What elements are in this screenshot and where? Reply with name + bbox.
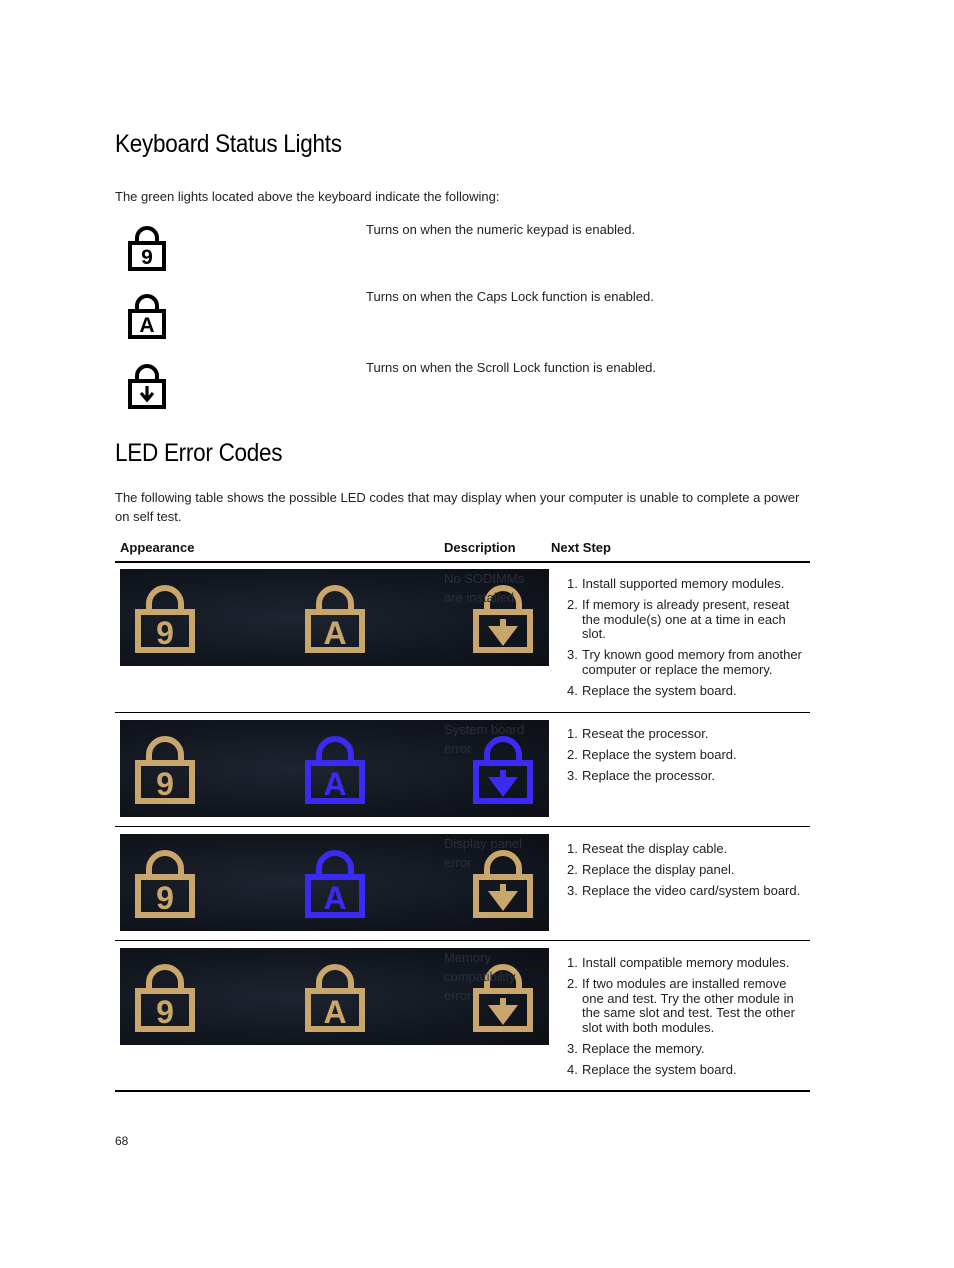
description-line: error xyxy=(444,988,472,1003)
description-line: are installed xyxy=(444,590,515,605)
next-step-text: Reseat the display cable. xyxy=(582,841,728,856)
next-step-item: 2. If two modules are installed remove one and test. Try the other module in the same slot and test. Test the other slot with both modules. xyxy=(567,976,795,1035)
caps-lock-led-icon xyxy=(302,962,368,1034)
next-step-text: Install compatible memory modules. xyxy=(582,955,790,970)
next-step-item: 2. Replace the display panel. xyxy=(567,862,735,877)
description-line: error xyxy=(444,855,472,870)
description-line: No SODIMMs xyxy=(444,571,525,586)
led-error-description xyxy=(444,720,534,758)
caps-lock-icon xyxy=(126,292,168,340)
led-error-description xyxy=(444,834,534,872)
table-row-rule xyxy=(115,940,810,941)
next-step-text: Replace the system board. xyxy=(582,1061,737,1077)
next-step-item: 2. If memory is already present, reseat the module(s) one at a time in each slot. xyxy=(567,597,790,641)
description-line: error xyxy=(444,741,472,756)
svg-text:9: 9 xyxy=(141,246,153,269)
svg-text:A: A xyxy=(323,994,347,1030)
next-step-text: Replace the display panel. xyxy=(582,862,735,877)
next-step-item: 4. Replace the system board. xyxy=(567,1061,737,1077)
next-step-text: Replace the system board. xyxy=(582,682,737,698)
next-step-text: Replace the video card/system board. xyxy=(582,883,801,898)
status-light-description: Turns on when the Caps Lock function is enabled. xyxy=(366,289,654,304)
led-intro-text xyxy=(115,488,799,526)
next-step-text: Replace the processor. xyxy=(582,768,715,783)
svg-text:9: 9 xyxy=(156,994,174,1030)
next-step-text: Replace the memory. xyxy=(582,1040,705,1056)
caps-lock-led-icon xyxy=(302,583,368,655)
num-lock-led-icon xyxy=(132,848,198,920)
svg-text:A: A xyxy=(323,880,347,916)
column-header-description: Description xyxy=(444,540,516,555)
caps-lock-led-icon xyxy=(302,734,368,806)
section-title-led-error-codes: LED Error Codes xyxy=(115,439,283,467)
svg-text:A: A xyxy=(323,615,347,651)
num-lock-led-icon xyxy=(132,734,198,806)
next-step-text: Try known good memory from another computer or replace the memory. xyxy=(582,647,802,677)
next-steps-list xyxy=(567,842,807,905)
next-step-text: If memory is already present, reseat the module(s) one at a time in each slot. xyxy=(582,597,790,641)
caps-lock-led-icon xyxy=(302,848,368,920)
intro-text: The green lights located above the keyboard indicate the following: xyxy=(115,189,500,204)
next-step-item: 3. Replace the memory. xyxy=(567,1040,705,1056)
next-steps-list xyxy=(567,956,807,1084)
svg-text:9: 9 xyxy=(156,766,174,802)
led-error-description xyxy=(444,948,534,1005)
status-light-description: Turns on when the Scroll Lock function is enabled. xyxy=(366,360,657,375)
column-header-appearance: Appearance xyxy=(120,540,195,555)
column-header-next-step: Next Step xyxy=(551,540,611,555)
num-lock-led-icon xyxy=(132,583,198,655)
next-step-text: Replace the system board. xyxy=(582,747,737,762)
next-step-item: 1. Install compatible memory modules. xyxy=(567,955,790,970)
table-row-rule xyxy=(115,1090,810,1092)
status-light-description: Turns on when the numeric keypad is enabled. xyxy=(366,222,636,237)
svg-text:9: 9 xyxy=(156,615,174,651)
led-intro-line: on self test. xyxy=(115,509,182,524)
svg-text:A: A xyxy=(323,766,347,802)
description-line: Display panel xyxy=(444,836,523,851)
table-row-rule xyxy=(115,826,810,827)
description-line: System board xyxy=(444,722,525,737)
table-header-rule xyxy=(115,561,810,563)
page-title-keyboard-status-lights: Keyboard Status Lights xyxy=(115,130,342,158)
next-steps-list xyxy=(567,727,807,790)
svg-text:9: 9 xyxy=(156,880,174,916)
next-step-item: 3. Replace the processor. xyxy=(567,768,715,783)
next-step-item: 3. Replace the video card/system board. xyxy=(567,883,801,898)
next-step-item: 1. Install supported memory modules. xyxy=(567,576,785,591)
num-lock-icon xyxy=(126,224,168,272)
scroll-lock-icon xyxy=(126,362,168,410)
next-step-text: Reseat the processor. xyxy=(582,726,709,741)
led-error-description xyxy=(444,569,534,607)
next-step-text: Install supported memory modules. xyxy=(582,576,785,591)
description-line: compatibility xyxy=(444,969,516,984)
next-step-item: 4. Replace the system board. xyxy=(567,682,737,698)
table-row-rule xyxy=(115,712,810,713)
next-step-item: 1. Reseat the processor. xyxy=(567,726,709,741)
svg-text:A: A xyxy=(139,314,155,337)
next-step-text: If two modules are installed remove one and test. Try the other module in the same slot and test. Test the other slot with both modules. xyxy=(582,976,795,1035)
next-steps-list xyxy=(567,577,807,705)
led-intro-line: The following table shows the possible LED codes that may display when your computer is unable to complete a power xyxy=(115,490,800,505)
page-number: 68 xyxy=(115,1134,129,1148)
num-lock-led-icon xyxy=(132,962,198,1034)
description-line: Memory xyxy=(444,950,491,965)
next-step-item: 1. Reseat the display cable. xyxy=(567,841,728,856)
next-step-item: 3. Try known good memory from another computer or replace the memory. xyxy=(567,647,802,677)
next-step-item: 2. Replace the system board. xyxy=(567,747,737,762)
